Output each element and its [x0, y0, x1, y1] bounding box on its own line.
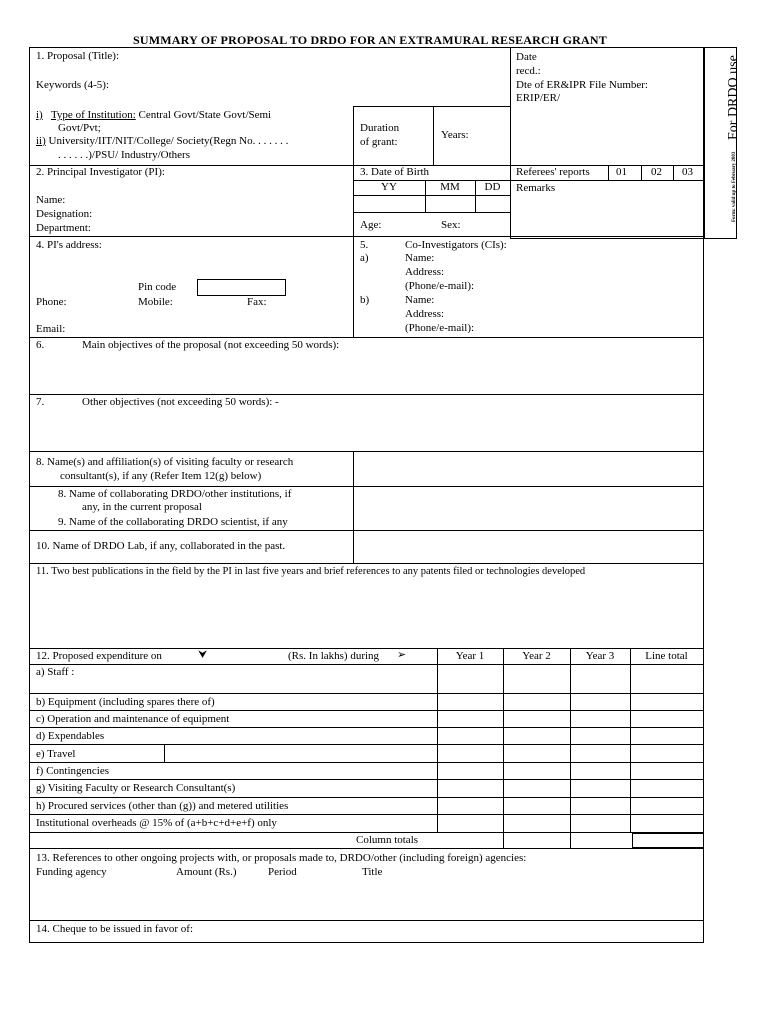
- grand-total-field[interactable]: [632, 833, 704, 848]
- section-7-number: 7.: [36, 396, 45, 408]
- pi-department-field[interactable]: [105, 222, 345, 236]
- procured-services-row-label: h) Procured services (other than (g)) and metered utilities: [36, 800, 289, 812]
- equipment-row-label: b) Equipment (including spares there of): [36, 696, 215, 708]
- line-total-header: Line total: [645, 650, 688, 662]
- pin-code-label: Pin code: [138, 281, 177, 293]
- references-field[interactable]: [32, 881, 700, 917]
- collaborating-institution-label-2: any, in the current proposal: [82, 501, 202, 513]
- main-objectives-field[interactable]: [32, 354, 700, 392]
- funding-agency-label: Funding agency: [36, 866, 107, 878]
- referee-01: 01: [616, 166, 627, 178]
- dob-dd-label: DD: [484, 181, 501, 193]
- file-number-label: Dte of ER&IPR File Number:: [516, 79, 648, 91]
- references-label: 13. References to other ongoing projects with, or proposals made to, DRDO/other (including foreign) agencies:: [36, 852, 527, 864]
- amount-label: Amount (Rs.): [176, 866, 237, 878]
- reference-title-label: Title: [362, 866, 383, 878]
- mobile-label: Mobile:: [138, 296, 173, 308]
- publications-field[interactable]: [32, 580, 700, 646]
- date-received-label: Date: [516, 51, 537, 63]
- pin-code-field[interactable]: [197, 279, 286, 296]
- keywords-label: Keywords (4-5):: [36, 79, 110, 91]
- institution-type-options: Central Govt/State Govt/Semi: [135, 109, 272, 121]
- referees-reports-label: Referees' reports: [516, 166, 590, 178]
- dob-mm-label: MM: [440, 181, 460, 193]
- coinvestigators-number: 5.: [360, 239, 369, 251]
- age-field[interactable]: [385, 219, 435, 233]
- expenditure-unit-label: (Rs. In lakhs) during: [288, 650, 380, 662]
- institution-ii-options: University/IIT/NIT/College/ Society(Regn No. . . . . . .: [45, 135, 289, 147]
- institution-type-label: Type of Institution:: [50, 109, 136, 121]
- ci-a-name-label: Name:: [405, 252, 435, 264]
- pi-designation-label: Designation:: [36, 208, 93, 220]
- institution-type-ii: [36, 135, 288, 148]
- phone-label: Phone:: [36, 296, 67, 308]
- ci-a-marker: a): [360, 252, 369, 264]
- remarks-label: Remarks: [516, 182, 556, 194]
- pi-address-label: 4. PI's address:: [36, 239, 102, 251]
- period-label: Period: [268, 866, 297, 878]
- dob-mm-field[interactable]: [426, 196, 474, 211]
- expendables-row-label: d) Expendables: [36, 730, 105, 742]
- erip-label: ERIP/ER/: [516, 92, 561, 104]
- keywords-field[interactable]: [120, 79, 500, 93]
- pi-name-field[interactable]: [75, 194, 345, 208]
- travel-row-label: e) Travel: [36, 748, 76, 760]
- collaborating-institution-field[interactable]: [355, 488, 700, 514]
- proposal-title-label: 1. Proposal (Title):: [36, 50, 120, 62]
- ci-b-address-label: Address:: [405, 308, 445, 320]
- contingencies-row-label: f) Contingencies: [36, 765, 110, 777]
- cheque-payee-field[interactable]: [235, 923, 700, 937]
- pi-label: 2. Principal Investigator (PI):: [36, 166, 165, 178]
- fax-label: Fax:: [247, 296, 267, 308]
- visiting-faculty-label: 8. Name(s) and affiliation(s) of visiting faculty or research: [36, 456, 294, 468]
- visiting-faculty-row-label: g) Visiting Faculty or Research Consultant(s): [36, 782, 236, 794]
- proposal-title-field[interactable]: [160, 50, 500, 64]
- ci-b-marker: b): [360, 294, 370, 306]
- maintenance-row-label: c) Operation and maintenance of equipment: [36, 713, 230, 725]
- year-1-header: Year 1: [455, 650, 485, 662]
- email-label: Email:: [36, 323, 66, 335]
- received-label: recd.:: [516, 65, 541, 77]
- year-3-header: Year 3: [585, 650, 615, 662]
- coinvestigators-label: Co-Investigators (CIs):: [405, 239, 507, 251]
- collaborating-scientist-field[interactable]: [355, 515, 700, 529]
- referee-02: 02: [651, 166, 662, 178]
- other-objectives-label: Other objectives (not exceeding 50 words): -: [82, 396, 279, 408]
- expenditure-label: 12. Proposed expenditure on: [36, 650, 162, 662]
- ci-b-name-label: Name:: [405, 294, 435, 306]
- staff-row-label: a) Staff :: [36, 666, 75, 678]
- institution-ii-options-2: . . . . . .)/PSU/ Industry/Others: [58, 149, 190, 161]
- column-totals-label: Column totals: [356, 834, 419, 846]
- visiting-faculty-field[interactable]: [355, 453, 700, 484]
- form-validity-note: Form: valid up to February 2003: [732, 151, 737, 222]
- collaborating-institution-label: 8. Name of collaborating DRDO/other institutions, if: [58, 488, 292, 500]
- sex-label: Sex:: [441, 219, 461, 231]
- age-label: Age:: [360, 219, 382, 231]
- form-title: SUMMARY OF PROPOSAL TO DRDO FOR AN EXTRAMURAL RESEARCH GRANT: [133, 33, 607, 47]
- pi-designation-field[interactable]: [105, 208, 345, 222]
- institution-i-number: i): [36, 109, 43, 121]
- dob-yy-field[interactable]: [354, 196, 424, 211]
- visiting-faculty-label-2: consultant(s), if any (Refer Item 12(g) below): [60, 470, 262, 482]
- ci-a-address-label: Address:: [405, 266, 445, 278]
- other-objectives-field[interactable]: [32, 411, 700, 449]
- past-lab-label: 10. Name of DRDO Lab, if any, collaborated in the past.: [36, 540, 286, 552]
- pi-name-label: Name:: [36, 194, 66, 206]
- institution-type-options-2: Govt/Pvt;: [58, 122, 101, 134]
- section-6-number: 6.: [36, 339, 45, 351]
- collaborating-scientist-label: 9. Name of the collaborating DRDO scientist, if any: [58, 516, 288, 528]
- main-objectives-label: Main objectives of the proposal (not exceeding 50 words):: [82, 339, 340, 351]
- past-lab-field[interactable]: [355, 532, 700, 561]
- arrow-down-icon: ⮟: [198, 649, 208, 661]
- dob-yy-label: YY: [381, 181, 397, 193]
- duration-label: Duration: [360, 122, 400, 134]
- dob-dd-field[interactable]: [476, 196, 509, 211]
- referee-03: 03: [682, 166, 693, 178]
- institution-type-i: [36, 109, 271, 122]
- institution-ii-number: ii): [36, 135, 46, 147]
- cheque-payee-label: 14. Cheque to be issued in favor of:: [36, 923, 194, 935]
- sex-field[interactable]: [465, 219, 505, 233]
- side-label: For DRDO use: [726, 55, 741, 140]
- ci-b-phone-label: (Phone/e-mail):: [405, 322, 475, 334]
- years-label: Years:: [441, 129, 469, 141]
- dob-label: 3. Date of Birth: [360, 166, 430, 178]
- arrow-right-icon: ➢: [397, 649, 407, 661]
- publications-label: 11. Two best publications in the field by the PI in last five years and brief references to any patents filed or technologies developed: [36, 566, 586, 577]
- overheads-row-label: Institutional overheads @ 15% of (a+b+c+d+e+f) only: [36, 817, 277, 829]
- year-2-header: Year 2: [522, 650, 551, 662]
- of-grant-label: of grant:: [360, 136, 398, 148]
- duration-years-field[interactable]: [478, 129, 506, 143]
- ci-a-phone-label: (Phone/e-mail):: [405, 280, 475, 292]
- pi-department-label: Department:: [36, 222, 91, 234]
